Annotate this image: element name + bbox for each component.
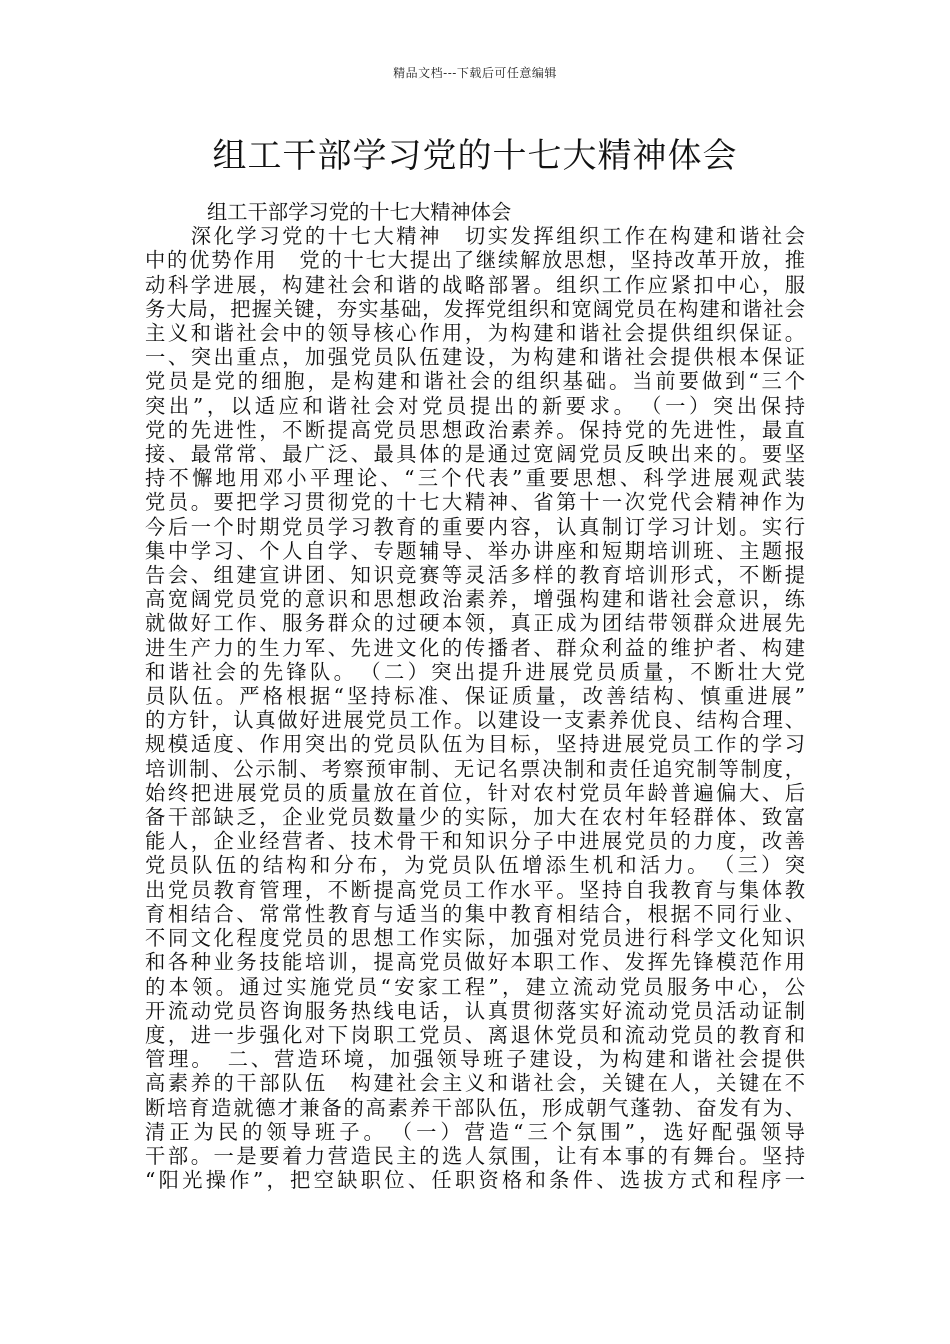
- body-line: 就做好工作、服务群众的过硬本领，真正成为团结带领群众进展先: [145, 611, 805, 636]
- body-line: 干部。一是要着力营造民主的选人氛围，让有本事的有舞台。坚持: [145, 1143, 805, 1168]
- body-line: 管理。 二、营造环境，加强领导班子建设，为构建和谐社会提供: [145, 1047, 805, 1072]
- body-line: 主义和谐社会中的领导核心作用，为构建和谐社会提供组织保证。: [145, 321, 805, 346]
- body-line: 度，进一步强化对下岗职工党员、离退休党员和流动党员的教育和: [145, 1022, 805, 1047]
- body-line: 接、最常常、最广泛、最具体的是通过宽阔党员反映出来的。要坚: [145, 442, 805, 467]
- body-line: 培训制、公示制、考察预审制、无记名票决制和责任追究制等制度，: [145, 756, 805, 781]
- body-line: 出党员教育管理，不断提高党员工作水平。坚持自我教育与集体教: [145, 877, 805, 902]
- body-line: 高宽阔党员党的意识和思想政治素养，增强构建和谐社会意识，练: [145, 587, 805, 612]
- body-line: 始终把进展党员的质量放在首位，针对农村党员年龄普遍偏大、后: [145, 780, 805, 805]
- body-line: 断培育造就德才兼备的高素养干部队伍，形成朝气蓬勃、奋发有为、: [145, 1095, 805, 1120]
- body-line: 进生产力的生力军、先进文化的传播者、群众利益的维护者、构建: [145, 635, 805, 660]
- header-note: 精品文档---下载后可任意编辑: [393, 66, 557, 80]
- body-line: 党员队伍的结构和分布，为党员队伍增添生机和活力。 （三）突: [145, 853, 805, 878]
- body-line: 中的优势作用 党的十七大提出了继续解放思想，坚持改革开放，推: [145, 248, 805, 273]
- body-line: 持不懈地用邓小平理论、“三个代表”重要思想、科学进展观武装: [145, 466, 805, 491]
- body-line: 备干部缺乏，企业党员数量少的实际，加大在农村年轻群体、致富: [145, 805, 805, 830]
- body-line: 规模适度、作用突出的党员队伍为目标，坚持进展党员工作的学习: [145, 732, 805, 757]
- body-line: 告会、组建宣讲团、知识竞赛等灵活多样的教育培训形式，不断提: [145, 563, 805, 588]
- body-line: 一、突出重点，加强党员队伍建设，为构建和谐社会提供根本保证: [145, 345, 805, 370]
- document-title: 组工干部学习党的十七大精神体会: [212, 136, 738, 176]
- body-line: 开流动党员咨询服务热线电话，认真贯彻落实好流动党员活动证制: [145, 998, 805, 1023]
- body-line: 清正为民的领导班子。 （一）营造“三个氛围”，选好配强领导: [145, 1119, 805, 1144]
- body-line: 的本领。通过实施党员“安家工程”，建立流动党员服务中心，公: [145, 974, 805, 999]
- body-line: 务大局，把握关键，夯实基础，发挥党组织和宽阔党员在构建和谐社会: [145, 296, 805, 321]
- body-line: 动科学进展，构建社会和谐的战略部署。组织工作应紧扣中心，服: [145, 272, 805, 297]
- body-line: 和谐社会的先锋队。 （二）突出提升进展党员质量，不断壮大党: [145, 659, 805, 684]
- body-line: 深化学习党的十七大精神 切实发挥组织工作在构建和谐社会: [145, 224, 805, 249]
- body-line: 员队伍。严格根据“坚持标准、保证质量，改善结构、慎重进展”: [145, 684, 805, 709]
- body-line: 的方针，认真做好进展党员工作。以建设一支素养优良、结构合理、: [145, 708, 805, 733]
- body-line: 高素养的干部队伍 构建社会主义和谐社会，关键在人，关键在不: [145, 1071, 805, 1096]
- body-line: 党员是党的细胞，是构建和谐社会的组织基础。当前要做到“三个: [145, 369, 805, 394]
- body-line: 突出”，以适应和谐社会对党员提出的新要求。 （一）突出保持: [145, 393, 805, 418]
- body-line: “阳光操作”，把空缺职位、任职资格和条件、选拔方式和程序一: [145, 1168, 805, 1193]
- body-line: 不同文化程度党员的思想工作实际，加强对党员进行科学文化知识: [145, 926, 805, 951]
- document-body: [145, 200, 805, 1192]
- body-line: 党员。要把学习贯彻党的十七大精神、省第十一次党代会精神作为: [145, 490, 805, 515]
- body-line: 集中学习、个人自学、专题辅导、举办讲座和短期培训班、主题报: [145, 538, 805, 563]
- body-line: 组工干部学习党的十七大精神体会: [207, 200, 512, 224]
- body-line: 育相结合、常常性教育与适当的集中教育相结合，根据不同行业、: [145, 901, 805, 926]
- body-line: 能人，企业经营者、技术骨干和知识分子中进展党员的力度，改善: [145, 829, 805, 854]
- body-line: 今后一个时期党员学习教育的重要内容，认真制订学习计划。实行: [145, 514, 805, 539]
- body-line: 和各种业务技能培训，提高党员做好本职工作、发挥先锋模范作用: [145, 950, 805, 975]
- body-line: 党的先进性，不断提高党员思想政治素养。保持党的先进性，最直: [145, 417, 805, 442]
